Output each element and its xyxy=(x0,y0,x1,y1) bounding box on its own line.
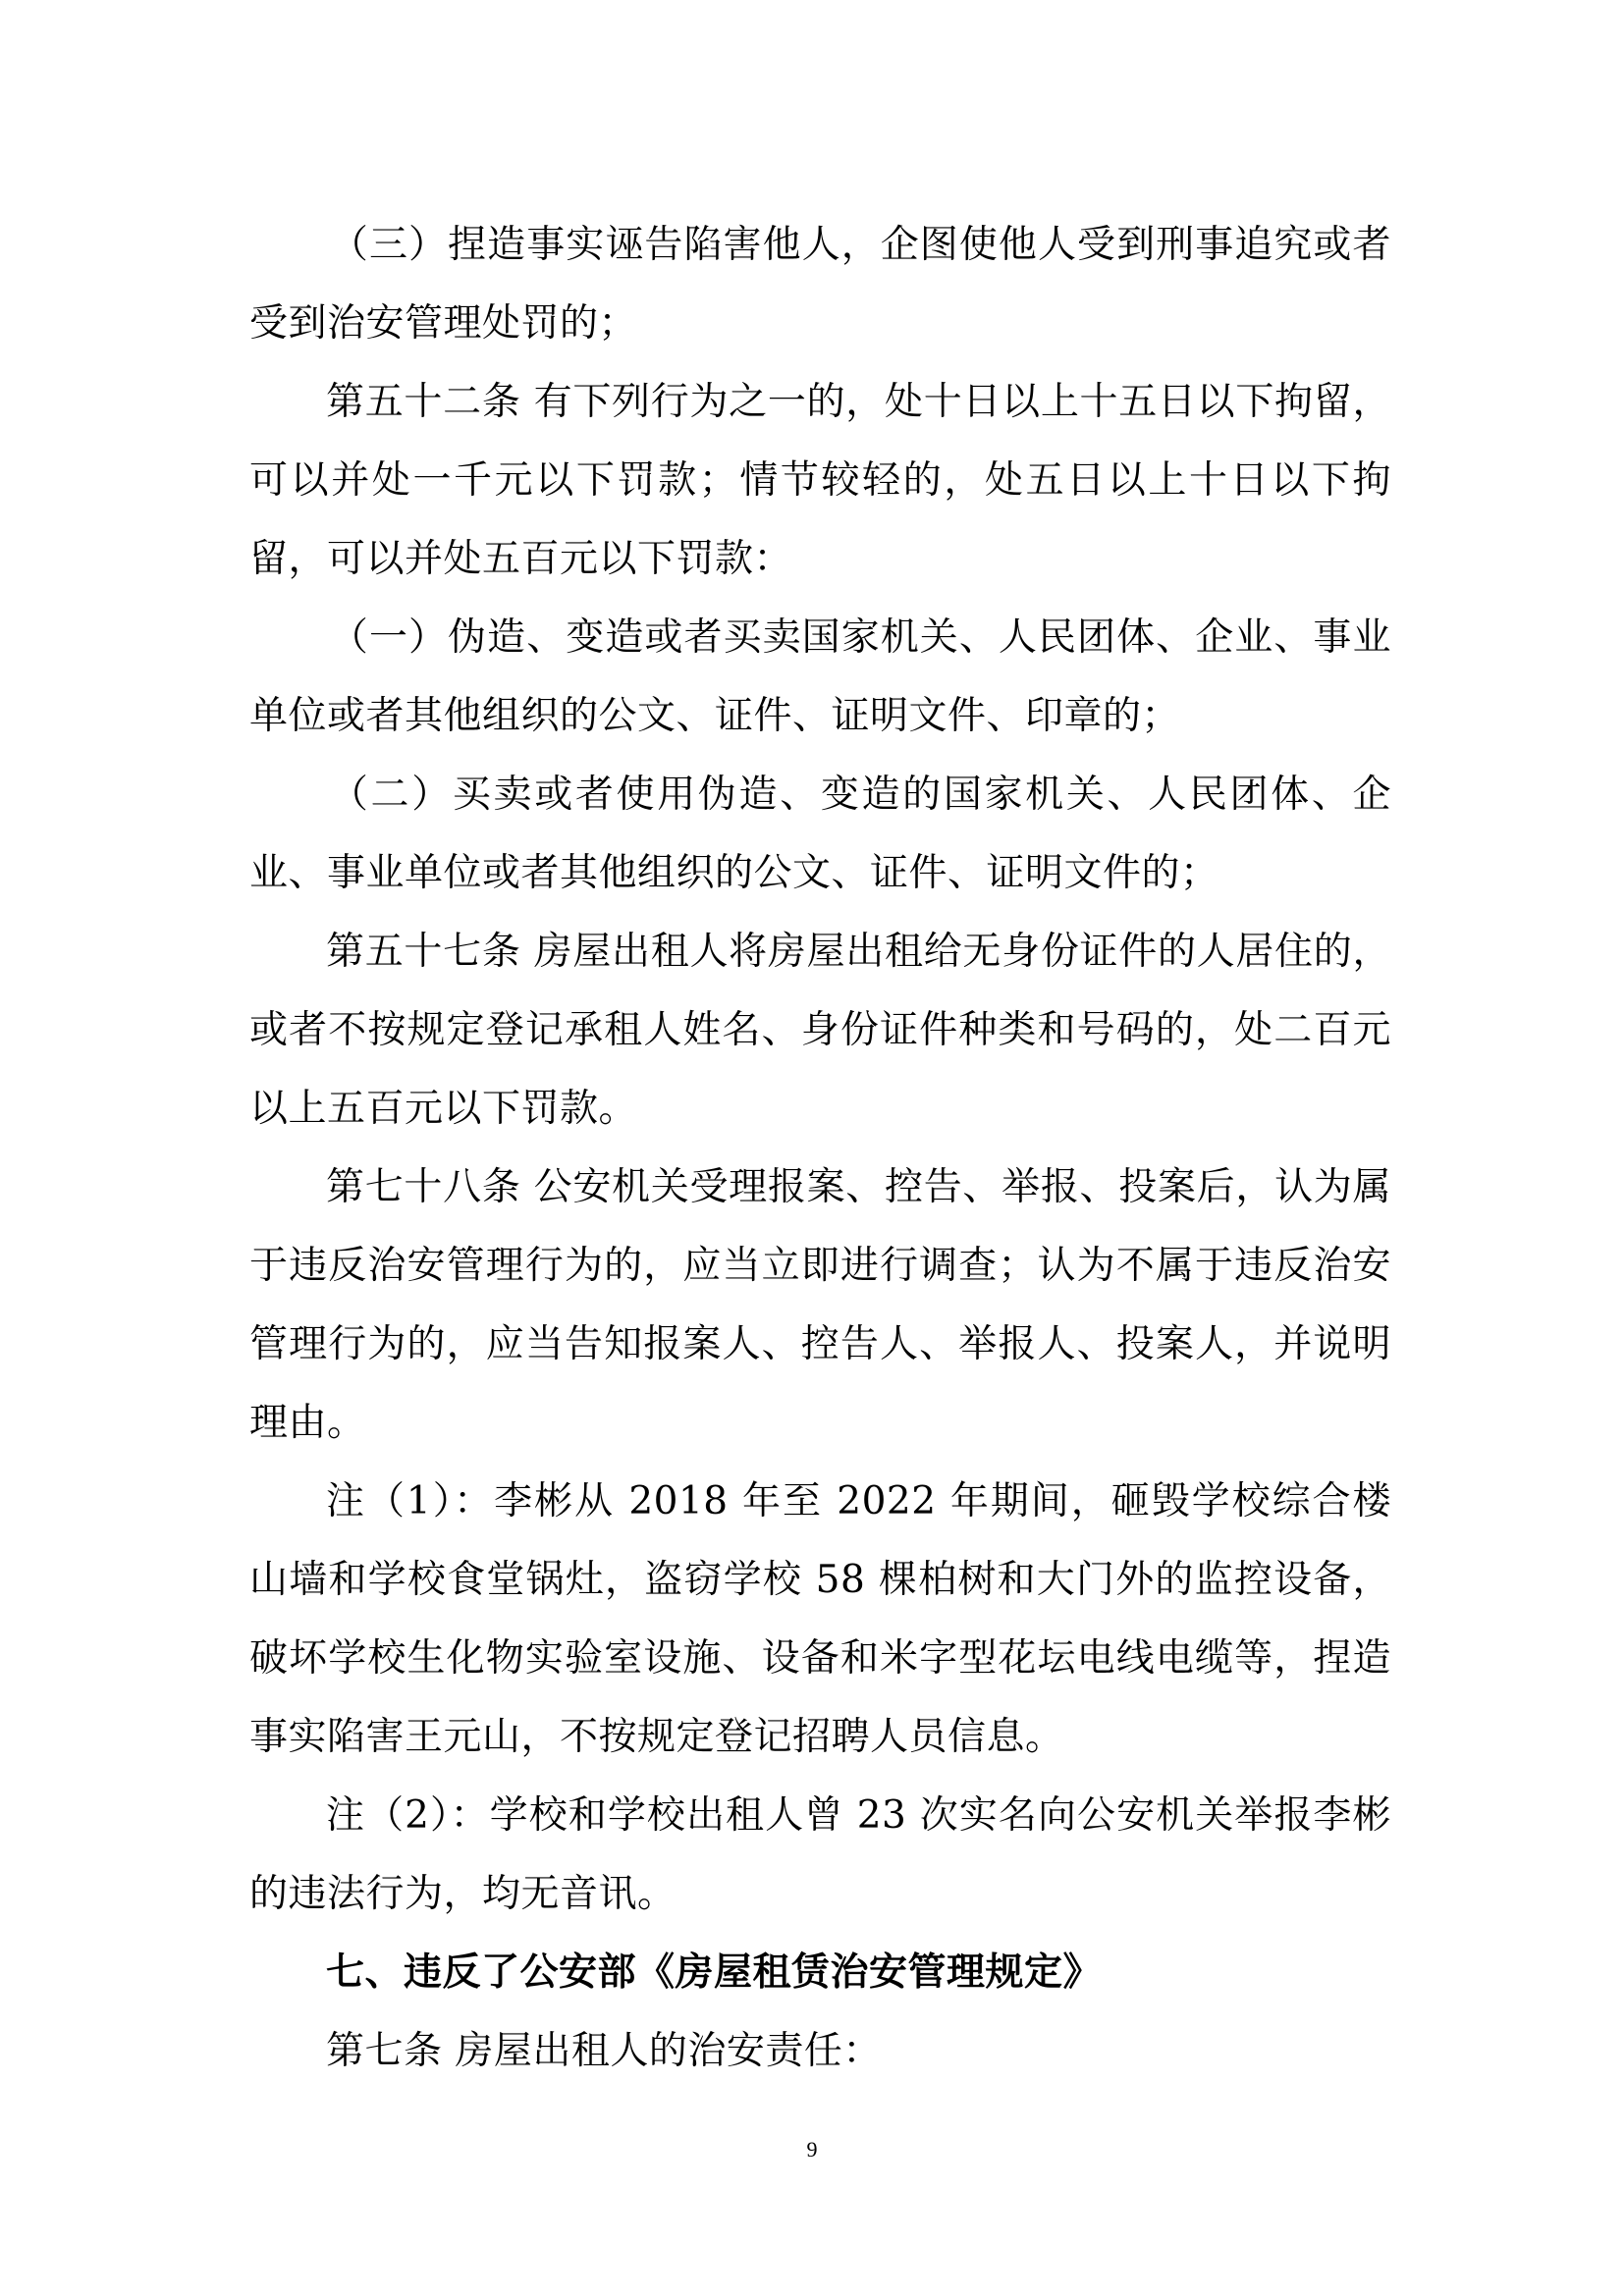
paragraph-item-1: （一）伪造、变造或者买卖国家机关、人民团体、企业、事业单位或者其他组织的公文、证件、证明文件、印章的； xyxy=(249,615,1391,738)
paragraph-item-3: （三）捏造事实诬告陷害他人，企图使他人受到刑事追究或者受到治安管理处罚的； xyxy=(249,223,1391,346)
paragraph-article-7: 第七条 房屋出租人的治安责任： xyxy=(326,2029,882,2073)
paragraph-item-2: （二）买卖或者使用伪造、变造的国家机关、人民团体、企业、事业单位或者其他组织的公文、证件、证明文件的； xyxy=(249,773,1391,895)
page-number: 9 xyxy=(806,2137,818,2162)
paragraph-article-57: 第五十七条 房屋出租人将房屋出租给无身份证件的人居住的，或者不按规定登记承租人姓名、身份证件种类和号码的，处二百元以上五百元以下罚款。 xyxy=(249,930,1391,1131)
paragraph-note-2: 注（2）：学校和学校出租人曾 23 次实名向公安机关举报李彬的违法行为，均无音讯。 xyxy=(249,1793,1391,1916)
section-heading: 七、违反了公安部《房屋租赁治安管理规定》 xyxy=(326,1950,1103,1995)
paragraph-article-78: 第七十八条 公安机关受理报案、控告、举报、投案后，认为属于违反治安管理行为的，应当立即进行调查；认为不属于违反治安管理行为的，应当告知报案人、控告人、举报人、投案人，并说明理由。 xyxy=(249,1165,1391,1445)
paragraph-note-1: 注（1）：李彬从 2018 年至 2022 年期间，砸毁学校综合楼山墙和学校食堂锅灶，盗窃学校 58 棵柏树和大门外的监控设备，破坏学校生化物实验室设施、设备和米字型花坛电线电缆等，捏造事实陷害王元山，不按规定登记招聘人员信息。 xyxy=(249,1479,1391,1759)
paragraph-article-52: 第五十二条 有下列行为之一的，处十日以上十五日以下拘留，可以并处一千元以下罚款；情节较轻的，处五日以上十日以下拘留，可以并处五百元以下罚款： xyxy=(249,380,1391,581)
document-body xyxy=(249,206,1391,2091)
